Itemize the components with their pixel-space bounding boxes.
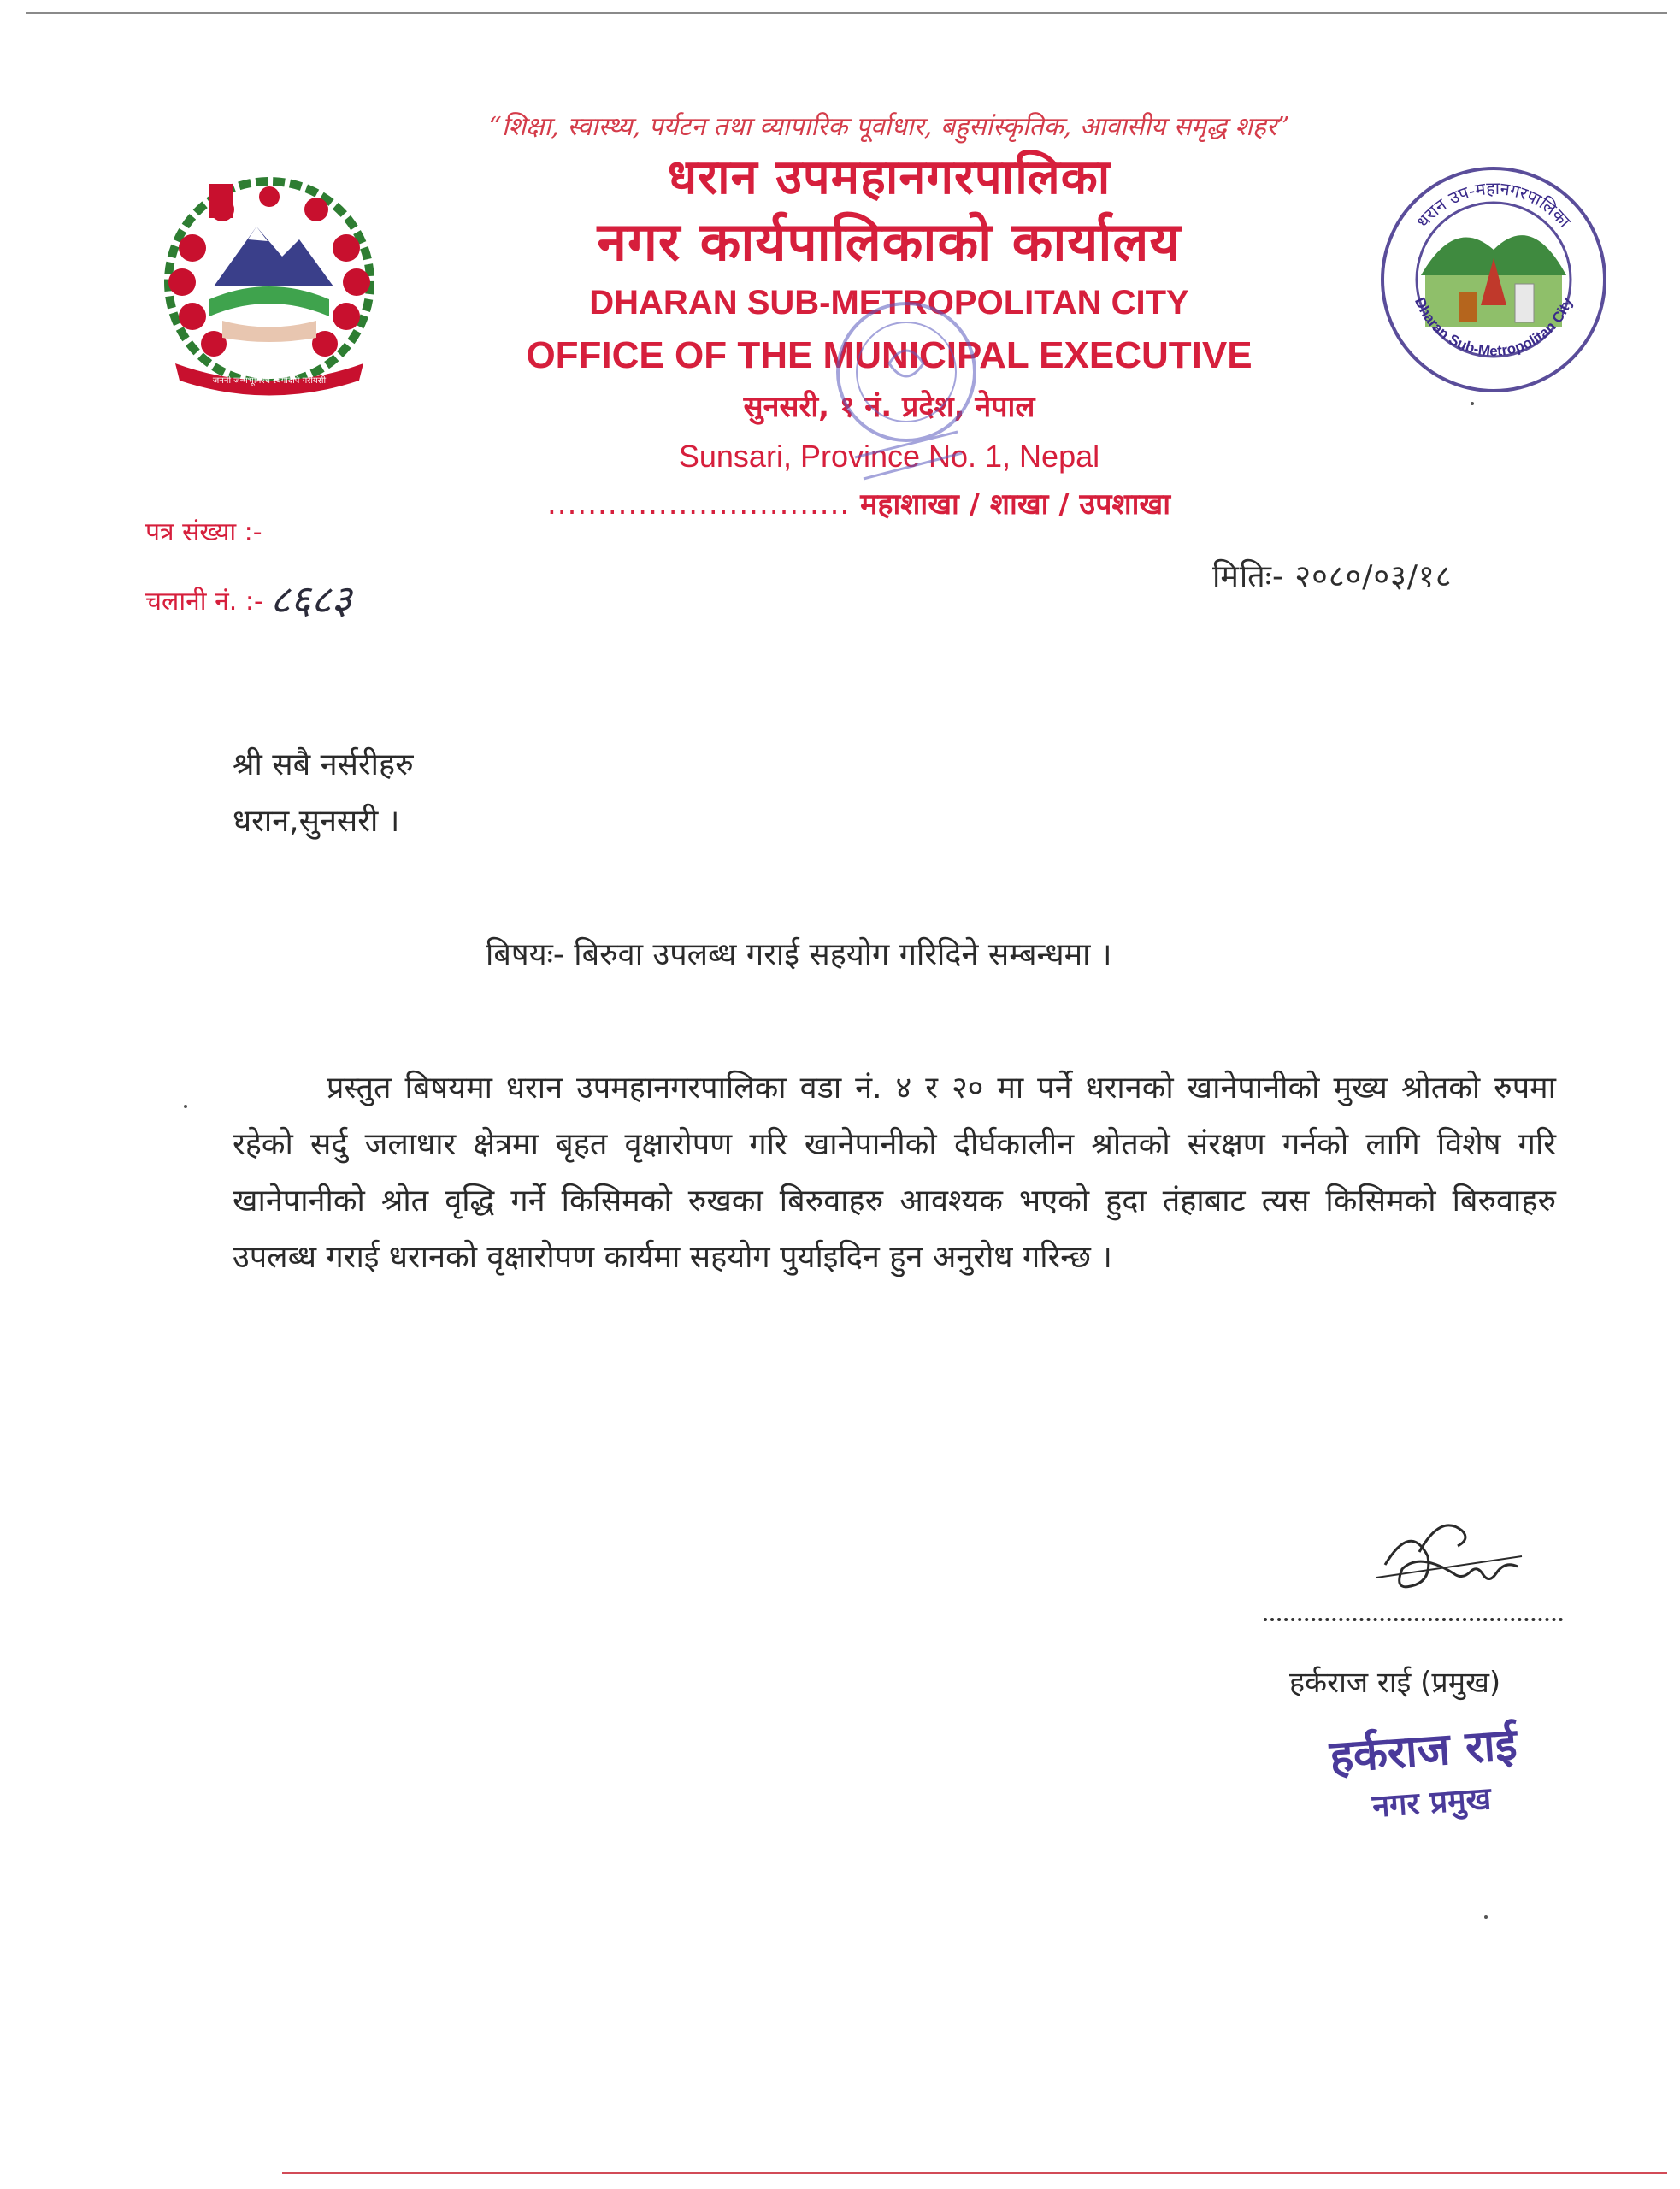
- dispatch-number-value: ८६८३: [269, 576, 352, 622]
- paper-speck: [184, 1105, 187, 1108]
- dispatch-number-label: चलानी नं. :-: [145, 587, 263, 617]
- english-office-name: OFFICE OF THE MUNICIPAL EXECUTIVE: [526, 334, 1253, 376]
- paper-speck: [1471, 402, 1474, 405]
- nepali-city-name: धरान उपमहानगरपालिका: [667, 150, 1111, 205]
- top-border-line: [26, 12, 1667, 14]
- nepali-address: सुनसरी, १ नं. प्रदेश, नेपाल: [743, 390, 1035, 424]
- seal-bottom-text: Dharan Sub-Metropolitan City: [1411, 295, 1577, 360]
- dispatch-number-row: [145, 569, 351, 622]
- stamp-signatory-title: नगर प्रमुख: [1371, 1781, 1493, 1825]
- addressee-block: [233, 737, 414, 850]
- english-city-name: DHARAN SUB-METROPOLITAN CITY: [589, 284, 1189, 322]
- nepali-office-name: नगर कार्यपालिकाको कार्यालय: [597, 210, 1182, 273]
- stamp-signatory-name: हर्कराज राई: [1328, 1719, 1519, 1784]
- signature-dotted-line: [1264, 1618, 1563, 1621]
- seal-top-text: धरान उप-महानगरपालिका: [1412, 177, 1575, 232]
- english-address: Sunsari, Province No. 1, Nepal: [678, 439, 1100, 474]
- letter-number-label: पत्र संख्या :-: [145, 517, 262, 547]
- letter-date: मितिः- २०८०/०३/१८: [1212, 559, 1453, 594]
- bottom-border-line: [282, 2172, 1667, 2174]
- paper-speck: [1484, 1915, 1488, 1919]
- office-round-stamp-icon: [804, 286, 1009, 509]
- signatory-name-title: हर्कराज राई (प्रमुख): [1289, 1666, 1501, 1700]
- handwritten-signature: [1359, 1505, 1530, 1608]
- emblem-motto-text: जननी जन्मभूमिश्च स्वर्गादपि गरीयसी: [212, 376, 327, 386]
- letter-body: प्रस्तुत बिषयमा धरान उपमहानगरपालिका वडा नं. ४ र २० मा पर्ने धरानको खानेपानीको मुख्य श्रोतको रुपमा रहेको सर्दु जलाधार क्षेत्रमा बृहत वृक्षारोपण गरि खानेपानीको दीर्घकालीन श्रोतको संरक्षण गर्नको लागि विशेष गरि खानेपानीको श्रोत वृद्धि गर्ने किसिमको रुखका बिरुवाहरु आवश्यक भएको हुदा तंहाबाट त्यस किसिमको बिरुवाहरु उपलब्ध गराई धरानको वृक्षारोपण कार्यमा सहयोग पुर्याइदिन हुन अनुरोध गरिन्छ ।: [233, 1071, 1556, 1275]
- letter-subject: बिषयः- बिरुवा उपलब्ध गराई सहयोग गरिदिने सम्बन्धमा ।: [486, 937, 1112, 972]
- municipality-seal-icon: [1378, 164, 1609, 395]
- branch-dotted-blank: ..............................: [547, 487, 851, 522]
- addressee-line-2: धरान,सुनसरी ।: [233, 804, 400, 839]
- city-motto: “शिक्षा, स्वास्थ्य, पर्यटन तथा व्यापारिक पूर्वाधार, बहुसांस्कृतिक, आवासीय समृद्ध शहर”: [488, 112, 1290, 142]
- branch-line: [547, 483, 1170, 522]
- addressee-line-1: श्री सबै नर्सरीहरु: [233, 747, 414, 782]
- branch-label: महाशाखा / शाखा / उपशाखा: [860, 487, 1171, 522]
